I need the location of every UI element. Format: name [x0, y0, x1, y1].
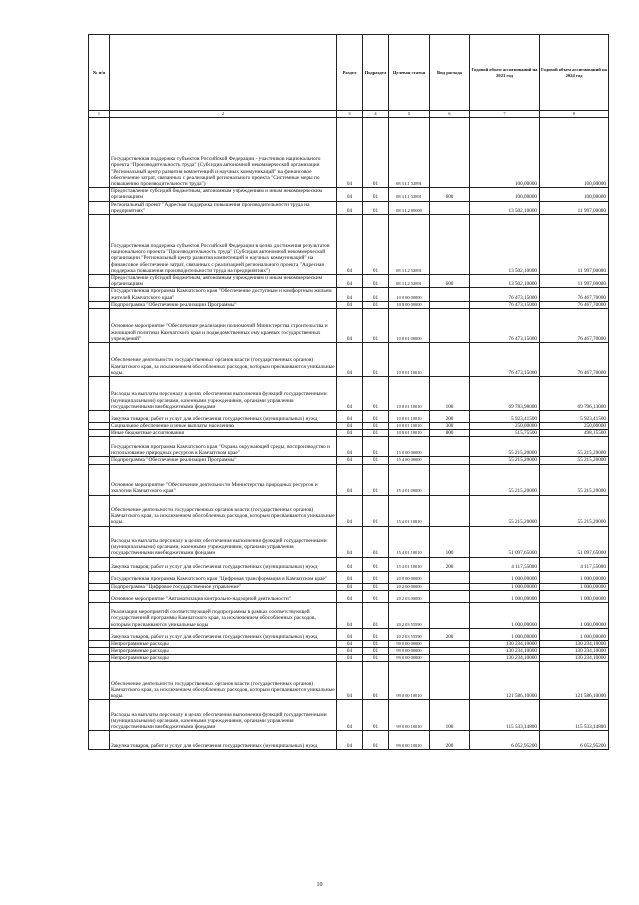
row-vr [430, 457, 470, 464]
row-podrazdel: 01 [363, 201, 389, 214]
row-razdel: 04 [337, 301, 363, 308]
row-number [89, 118, 110, 188]
row-razdel: 04 [337, 188, 363, 201]
row-2023: 13 502,10000 [470, 275, 540, 288]
row-number [89, 590, 110, 602]
row-number [89, 288, 110, 301]
row-vr [430, 464, 470, 495]
row-2023: 130 234,10000 [470, 648, 540, 655]
row-2023: 1 000,00000 [470, 628, 540, 640]
row-podrazdel: 01 [363, 430, 389, 437]
row-number [89, 188, 110, 201]
row-2023: 13 502,10000 [470, 201, 540, 214]
row-number [89, 571, 110, 583]
row-2024: 76 467,70000 [540, 301, 609, 308]
row-csr: 99 0 00 00000 [389, 655, 430, 662]
row-2023: 55 215,20000 [470, 437, 540, 457]
row-csr: 15 0 00 00000 [389, 437, 430, 457]
table-row [89, 655, 609, 662]
row-vr [430, 201, 470, 214]
row-name: Закупка товаров, работ и услуг для обеспечения государственных (муниципальных) нужд [110, 411, 337, 423]
row-vr [430, 648, 470, 655]
row-2023: 100,00000 [470, 188, 540, 201]
row-podrazdel: 01 [363, 301, 389, 308]
row-vr: 100 [430, 377, 470, 411]
row-razdel: 04 [337, 377, 363, 411]
row-csr: 15 4 01 00000 [389, 464, 430, 495]
table-row [89, 118, 609, 188]
row-podrazdel: 01 [363, 343, 389, 377]
row-vr [430, 590, 470, 602]
row-2024: 11 997,00000 [540, 201, 609, 214]
row-csr: 99 0 00 10010 [389, 662, 430, 700]
row-vr [430, 309, 470, 343]
row-2023: 5 923,41500 [470, 411, 540, 423]
row-2024: 55 215,20000 [540, 495, 609, 526]
row-podrazdel: 01 [363, 628, 389, 640]
row-2024: 55 215,20000 [540, 464, 609, 495]
row-2024: 76 467,70000 [540, 288, 609, 301]
column-index: 6 [430, 111, 470, 118]
row-name: Государственная поддержка субъектов Российской Федерации в целях достижения результатов национального проекта "Производительность труда" (Субсидия автономной некоммерческой организации "Региональный центр развития компетенций и научных коммуникаций" на финансовое обеспечение затрат, связанных с реализацией регионального проекта "Адресная поддержка повышения производительности труда на предприятиях") [110, 215, 337, 275]
row-vr [430, 655, 470, 662]
header-num: № п/п [89, 35, 110, 111]
row-2023: 69 783,98000 [470, 377, 540, 411]
row-vr: 100 [430, 700, 470, 731]
row-razdel: 04 [337, 430, 363, 437]
row-razdel: 04 [337, 343, 363, 377]
table-row [89, 437, 609, 457]
row-csr: 10 8 01 10010 [389, 377, 430, 411]
row-csr: 10 0 00 00000 [389, 288, 430, 301]
row-podrazdel: 01 [363, 590, 389, 602]
row-number [89, 377, 110, 411]
row-name: Закупка товаров, работ и услуг для обеспечения государственных (муниципальных) нужд [110, 628, 337, 640]
row-2024: 4 117,55000 [540, 557, 609, 571]
table-row [89, 457, 609, 464]
row-number [89, 437, 110, 457]
row-razdel: 04 [337, 411, 363, 423]
row-number [89, 343, 110, 377]
table-row [89, 602, 609, 628]
table-row [89, 188, 609, 201]
row-2023: 100,00000 [470, 118, 540, 188]
row-2023: 1 000,00000 [470, 583, 540, 590]
row-podrazdel: 01 [363, 557, 389, 571]
row-2024: 498,15500 [540, 430, 609, 437]
column-index: 1 [89, 111, 110, 118]
column-index: 7 [470, 111, 540, 118]
budget-table [88, 34, 609, 750]
page-number: 10 [316, 882, 323, 888]
row-name: Непрограммные расходы [110, 655, 337, 662]
row-2023: 76 473,15000 [470, 343, 540, 377]
row-podrazdel: 01 [363, 188, 389, 201]
row-2024: 76 467,70000 [540, 309, 609, 343]
row-2023: 76 473,15000 [470, 288, 540, 301]
row-vr [430, 215, 470, 275]
row-name: Предоставление субсидий бюджетным, автономным учреждениям и иным некоммерческим организациям [110, 275, 337, 288]
row-csr: 08 3 L2 52891 [389, 275, 430, 288]
row-name: Основное мероприятие "Автоматизация контрольно-надзорной деятельности" [110, 590, 337, 602]
row-2024: 69 796,13000 [540, 377, 609, 411]
row-name: Региональный проект "Адресная поддержка повышения производительности труда на предприятиях" [110, 201, 337, 214]
row-name: Государственная программа Камчатского края "Цифровая трансформация в Камчатском крае" [110, 571, 337, 583]
row-vr [430, 495, 470, 526]
table-row [89, 526, 609, 557]
row-name: Обеспечение деятельности государственных органов власти (государственных органов) Камчатского края, за исключением обособленных расходов, которым присваиваются уникальные коды. [110, 343, 337, 377]
row-2024: 130 234,10000 [540, 648, 609, 655]
row-name: Основное мероприятие "Обеспечение реализации полномочий Министерства строительства и жилищной политики Камчатского края и подведомственных ему краевых государственных учреждений" [110, 309, 337, 343]
row-name: Государственная программа Камчатского края "Обеспечение доступным и комфортным жильем жителей Камчатского края" [110, 288, 337, 301]
row-vr: 100 [430, 526, 470, 557]
column-index: 8 [540, 111, 609, 118]
row-razdel: 04 [337, 557, 363, 571]
row-2023: 115 533,14800 [470, 700, 540, 731]
row-csr: 08 3 L1 52891 [389, 188, 430, 201]
row-razdel: 04 [337, 648, 363, 655]
row-razdel: 04 [337, 662, 363, 700]
row-2024: 11 997,00000 [540, 275, 609, 288]
row-podrazdel: 01 [363, 275, 389, 288]
table-row [89, 648, 609, 655]
row-2023: 130 234,10000 [470, 640, 540, 647]
row-name: Подпрограмма "Цифровое государственное управление" [110, 583, 337, 590]
row-2024: 55 215,20000 [540, 437, 609, 457]
row-2024: 100,00000 [540, 118, 609, 188]
row-podrazdel: 01 [363, 411, 389, 423]
row-number [89, 411, 110, 423]
row-2024: 130 234,10000 [540, 655, 609, 662]
row-2024: 1 000,00000 [540, 602, 609, 628]
row-number [89, 309, 110, 343]
row-csr: 08 3 L2 52891 [389, 215, 430, 275]
table-row [89, 495, 609, 526]
row-razdel: 04 [337, 201, 363, 214]
row-2023: 515,75500 [470, 430, 540, 437]
column-index: 2 [110, 111, 337, 118]
row-name: Подпрограмма "Обеспечение реализации Программы" [110, 457, 337, 464]
header-vr: Вид расхода [430, 35, 470, 111]
row-2024: 100,00000 [540, 188, 609, 201]
row-2024: 1 000,00000 [540, 628, 609, 640]
row-podrazdel: 01 [363, 118, 389, 188]
row-podrazdel: 01 [363, 288, 389, 301]
row-2023: 55 215,20000 [470, 464, 540, 495]
column-index: 4 [363, 111, 389, 118]
row-csr: 15 4 01 10010 [389, 557, 430, 571]
row-2024: 1 000,00000 [540, 571, 609, 583]
row-razdel: 04 [337, 464, 363, 495]
table-row [89, 571, 609, 583]
row-number [89, 423, 110, 430]
row-razdel: 04 [337, 215, 363, 275]
row-number [89, 430, 110, 437]
header-row [89, 35, 609, 111]
row-2023: 121 586,10000 [470, 662, 540, 700]
row-2023: 76 473,15000 [470, 309, 540, 343]
row-vr: 600 [430, 188, 470, 201]
row-name: Расходы на выплаты персоналу в целях обеспечения выполнения функций государственными (муниципальными) органами, казенными учреждениями, органами управления государственными внебюджетными фондами [110, 700, 337, 731]
row-number [89, 602, 110, 628]
row-name: Расходы на выплаты персоналу в целях обеспечения выполнения функций государственными (муниципальными) органами, казенными учреждениями, органами управления государственными внебюджетными фондами [110, 377, 337, 411]
header-2023: Годовой объем ассигнований на 2023 год [470, 35, 540, 111]
row-number [89, 464, 110, 495]
row-csr: 20 2 03 55590 [389, 628, 430, 640]
row-number [89, 731, 110, 750]
row-podrazdel: 01 [363, 215, 389, 275]
table-row [89, 640, 609, 647]
row-csr: 15 4 01 10010 [389, 495, 430, 526]
row-number [89, 648, 110, 655]
row-number [89, 495, 110, 526]
table-row [89, 590, 609, 602]
row-2023: 250,00000 [470, 423, 540, 430]
row-razdel: 04 [337, 526, 363, 557]
row-csr: 99 0 00 00000 [389, 648, 430, 655]
row-vr: 200 [430, 628, 470, 640]
row-razdel: 04 [337, 288, 363, 301]
row-csr: 08 3 L1 52891 [389, 118, 430, 188]
row-vr: 200 [430, 557, 470, 571]
row-podrazdel: 01 [363, 648, 389, 655]
row-razdel: 04 [337, 700, 363, 731]
row-csr: 08 3 L2 00000 [389, 201, 430, 214]
row-razdel: 04 [337, 423, 363, 430]
row-2024: 115 533,14800 [540, 700, 609, 731]
row-podrazdel: 01 [363, 571, 389, 583]
row-vr [430, 602, 470, 628]
header-csr: Целевая статья [389, 35, 430, 111]
row-2023: 51 097,65000 [470, 526, 540, 557]
row-csr: 99 0 00 00000 [389, 640, 430, 647]
row-2023: 55 215,20000 [470, 495, 540, 526]
row-number [89, 583, 110, 590]
table-row [89, 288, 609, 301]
row-vr [430, 571, 470, 583]
row-2024: 55 215,20000 [540, 457, 609, 464]
row-vr [430, 662, 470, 700]
row-podrazdel: 01 [363, 377, 389, 411]
table-row [89, 430, 609, 437]
row-vr: 200 [430, 731, 470, 750]
table-row [89, 557, 609, 571]
row-csr: 20 0 00 00000 [389, 571, 430, 583]
row-name: Государственная программа Камчатского края "Охрана окружающей среды, воспроизводство и использование природных ресурсов в Камчатском крае" [110, 437, 337, 457]
row-number [89, 301, 110, 308]
row-name: Реализация мероприятий соответствующей подпрограммы в рамках соответствующей государственной программы Камчатского края, за исключением обособленных расходов, которым присваиваются уникальные коды [110, 602, 337, 628]
row-name: Иные бюджетные ассигнования [110, 430, 337, 437]
row-2023: 1 000,00000 [470, 571, 540, 583]
row-csr: 15 4 00 00000 [389, 457, 430, 464]
row-csr: 15 4 01 10010 [389, 526, 430, 557]
row-csr: 20 2 03 00000 [389, 590, 430, 602]
row-podrazdel: 01 [363, 464, 389, 495]
row-vr [430, 343, 470, 377]
row-name: Расходы на выплаты персоналу в целях обеспечения выполнения функций государственными (муниципальными) органами, казенными учреждениями, органами управления государственными внебюджетными фондами [110, 526, 337, 557]
table-row [89, 377, 609, 411]
row-razdel: 04 [337, 309, 363, 343]
table-row [89, 275, 609, 288]
row-csr: 10 8 01 00000 [389, 309, 430, 343]
row-2024: 76 467,70000 [540, 343, 609, 377]
row-vr [430, 437, 470, 457]
row-2023: 76 473,15000 [470, 301, 540, 308]
row-2024: 121 586,10000 [540, 662, 609, 700]
row-number [89, 526, 110, 557]
row-vr: 300 [430, 423, 470, 430]
row-razdel: 04 [337, 628, 363, 640]
row-podrazdel: 01 [363, 437, 389, 457]
row-name: Непрограммные расходы [110, 640, 337, 647]
row-2024: 1 000,00000 [540, 590, 609, 602]
row-name: Основное мероприятие "Обеспечение деятельности Министерства природных ресурсов и экологии Камчатского края" [110, 464, 337, 495]
row-csr: 10 8 01 10010 [389, 430, 430, 437]
row-razdel: 04 [337, 731, 363, 750]
row-podrazdel: 01 [363, 457, 389, 464]
row-name: Закупка товаров, работ и услуг для обеспечения государственных (муниципальных) нужд [110, 731, 337, 750]
row-podrazdel: 01 [363, 309, 389, 343]
row-podrazdel: 01 [363, 583, 389, 590]
row-podrazdel: 01 [363, 602, 389, 628]
row-number [89, 655, 110, 662]
row-2023: 130 234,10000 [470, 655, 540, 662]
row-2024: 11 997,00000 [540, 215, 609, 275]
row-podrazdel: 01 [363, 495, 389, 526]
table-row [89, 583, 609, 590]
table-row [89, 301, 609, 308]
row-csr: 99 0 00 10010 [389, 731, 430, 750]
table-row [89, 464, 609, 495]
row-name: Обеспечение деятельности государственных органов власти (государственных органов) Камчатского края, за исключением обособленных расходов, которым присваиваются уникальные коды. [110, 662, 337, 700]
row-2023: 55 215,20000 [470, 457, 540, 464]
row-vr [430, 288, 470, 301]
table-row [89, 700, 609, 731]
row-csr: 20 2 00 00000 [389, 583, 430, 590]
row-number [89, 457, 110, 464]
header-2024: Годовой объем ассигнований на 2024 год [540, 35, 609, 111]
row-csr: 10 8 01 10010 [389, 343, 430, 377]
row-name: Государственная поддержка субъектов Российской Федерации - участников национального проекта "Производительность труда" (Субсидия автономной некоммерческой организации "Региональный центр развития компетенций и научных коммуникаций" на финансовое обеспечение затрат, связанных с реализацией регионального проекта "Системные меры по повышению производительности труда") [110, 118, 337, 188]
row-2024: 5 923,41500 [540, 411, 609, 423]
row-razdel: 04 [337, 571, 363, 583]
row-2023: 4 117,55000 [470, 557, 540, 571]
table-row [89, 309, 609, 343]
row-name: Подпрограмма "Обеспечение реализации Программы" [110, 301, 337, 308]
row-name: Социальное обеспечение и иные выплаты населению [110, 423, 337, 430]
row-2024: 1 000,00000 [540, 583, 609, 590]
row-razdel: 04 [337, 590, 363, 602]
row-podrazdel: 01 [363, 423, 389, 430]
row-podrazdel: 01 [363, 662, 389, 700]
table-row [89, 662, 609, 700]
table-row [89, 201, 609, 214]
row-name: Закупка товаров, работ и услуг для обеспечения государственных (муниципальных) нужд [110, 557, 337, 571]
row-podrazdel: 01 [363, 731, 389, 750]
row-2023: 1 000,00000 [470, 602, 540, 628]
row-podrazdel: 01 [363, 655, 389, 662]
row-razdel: 04 [337, 437, 363, 457]
row-podrazdel: 01 [363, 700, 389, 731]
row-2024: 51 097,65000 [540, 526, 609, 557]
row-razdel: 04 [337, 118, 363, 188]
row-razdel: 04 [337, 275, 363, 288]
row-2023: 6 052,95200 [470, 731, 540, 750]
row-razdel: 04 [337, 640, 363, 647]
row-vr [430, 640, 470, 647]
row-number [89, 275, 110, 288]
row-csr: 10 8 01 10010 [389, 423, 430, 430]
table-row [89, 731, 609, 750]
row-vr: 800 [430, 430, 470, 437]
header-razdel: Раздел [337, 35, 363, 111]
row-csr: 10 8 01 10010 [389, 411, 430, 423]
row-razdel: 04 [337, 495, 363, 526]
row-vr [430, 301, 470, 308]
row-vr: 600 [430, 275, 470, 288]
column-index-row [89, 111, 609, 118]
table-row [89, 628, 609, 640]
row-number [89, 557, 110, 571]
table-row [89, 343, 609, 377]
header-name [110, 35, 337, 111]
table-row [89, 411, 609, 423]
row-vr [430, 118, 470, 188]
row-2023: 1 000,00000 [470, 590, 540, 602]
row-2023: 13 502,10000 [470, 215, 540, 275]
row-csr: 10 8 00 00000 [389, 301, 430, 308]
row-razdel: 04 [337, 583, 363, 590]
row-number [89, 215, 110, 275]
row-number [89, 700, 110, 731]
column-index: 3 [337, 111, 363, 118]
row-number [89, 640, 110, 647]
header-podrazdel: Подраздел [363, 35, 389, 111]
row-podrazdel: 01 [363, 526, 389, 557]
row-vr [430, 583, 470, 590]
row-razdel: 04 [337, 457, 363, 464]
row-csr: 20 2 03 55590 [389, 602, 430, 628]
row-csr: 99 0 00 10010 [389, 700, 430, 731]
row-2024: 250,00000 [540, 423, 609, 430]
row-number [89, 628, 110, 640]
row-2024: 6 052,95200 [540, 731, 609, 750]
row-vr: 200 [430, 411, 470, 423]
row-name: Непрограммные расходы [110, 648, 337, 655]
row-razdel: 04 [337, 602, 363, 628]
row-number [89, 662, 110, 700]
row-name: Обеспечение деятельности государственных органов власти (государственных органов) Камчатского края, за исключением обособленных расходов, которым присваиваются уникальные коды. [110, 495, 337, 526]
row-number [89, 201, 110, 214]
table-row [89, 215, 609, 275]
column-index: 5 [389, 111, 430, 118]
table-row [89, 423, 609, 430]
row-razdel: 04 [337, 655, 363, 662]
row-podrazdel: 01 [363, 640, 389, 647]
row-name: Предоставление субсидий бюджетным, автономным учреждениям и иным некоммерческим организациям [110, 188, 337, 201]
row-2024: 130 234,10000 [540, 640, 609, 647]
